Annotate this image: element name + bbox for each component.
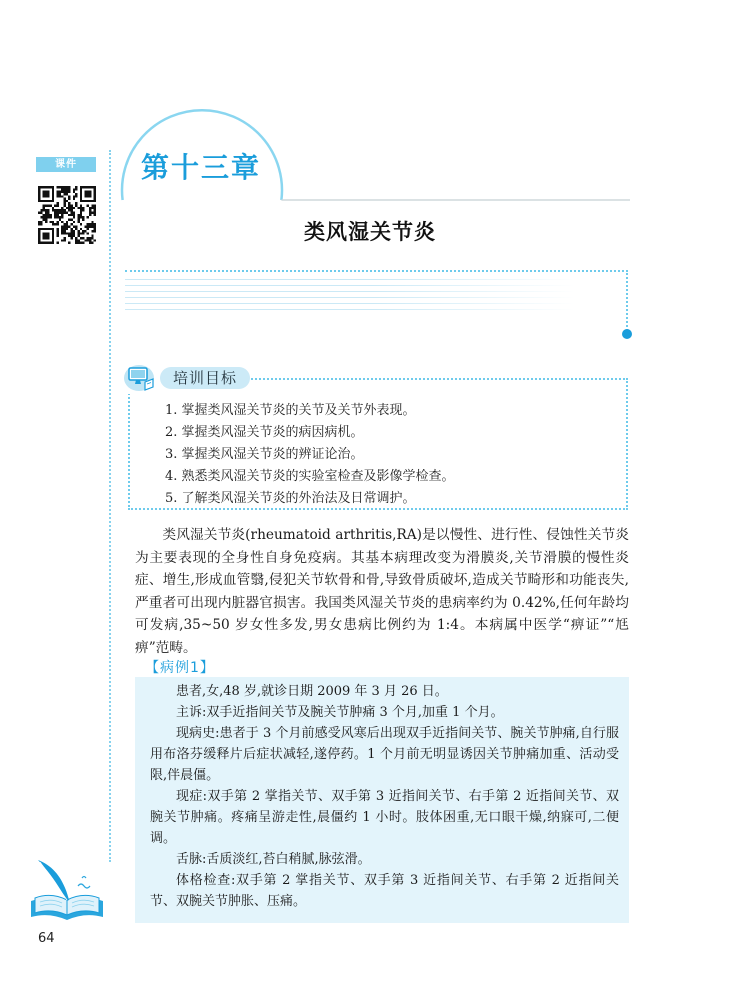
- case-paragraph: 患者,女,48 岁,就诊日期 2009 年 3 月 26 日。: [176, 684, 448, 699]
- objective-item: 2. 掌握类风湿关节炎的病因病机。: [165, 425, 364, 440]
- decorative-frame: [125, 270, 628, 334]
- objective-item: 5. 了解类风湿关节炎的外治法及日常调护。: [165, 491, 416, 506]
- objectives-heading: 培训目标: [160, 367, 250, 389]
- decorative-dot: [622, 329, 632, 339]
- case-paragraph: 舌脉:舌质淡红,苔白稍腻,脉弦滑。: [176, 852, 371, 867]
- objective-item: 3. 掌握类风湿关节炎的辨证论治。: [165, 447, 364, 462]
- case-paragraph: 主诉:双手近指间关节及腕关节肿痛 3 个月,加重 1 个月。: [176, 705, 504, 720]
- objective-item: 4. 熟悉类风湿关节炎的实验室检查及影像学检查。: [165, 469, 455, 484]
- case-paragraph: 现病史:患者于 3 个月前感受风寒后出现双手近指间关节、腕关节肿痛,自行服用布洛芬缓释片后症状减轻,遂停药。1 个月前无明显诱因关节肿痛加重、活动受限,伴晨僵。: [150, 726, 619, 783]
- chapter-number: 第十三章: [141, 151, 262, 184]
- objective-item: 1. 掌握类风湿关节炎的关节及关节外表现。: [165, 403, 416, 418]
- monitor-icon: [121, 360, 161, 394]
- book-quill-icon: [26, 856, 108, 924]
- case-label: 【病例1】: [145, 660, 215, 676]
- intro-paragraph: 类风湿关节炎(rheumatoid arthritis,RA)是以慢性、进行性、侵蚀性关节炎为主要表现的全身性自身免疫病。其基本病理改变为滑膜炎,关节滑膜的慢性炎症、增生,形成血管翳,侵犯关节软骨和骨,导致骨质破坏,造成关节畸形和功能丧失,严重者可出现内脏器官损害。我国类风湿关节炎的患病率约为 0.42%,任何年龄均可发病,35~50 岁女性多发,男女患病比例约为 1:4。本病属中医学“痹证”“尪痹”范畴。: [135, 527, 629, 656]
- page-number: 64: [38, 931, 55, 946]
- courseware-label: 课件: [36, 157, 96, 172]
- objectives-list: [165, 400, 455, 510]
- case-box: [135, 677, 629, 923]
- main-text-column: [135, 524, 629, 923]
- chapter-title: 类风湿关节炎: [304, 220, 436, 244]
- case-paragraph: 现症:双手第 2 掌指关节、双手第 3 近指间关节、右手第 2 近指间关节、双腕关节肿痛。疼痛呈游走性,晨僵约 1 小时。肢体困重,无口眼干燥,纳寐可,二便调。: [150, 789, 619, 846]
- case-paragraph: 体格检查:双手第 2 掌指关节、双手第 3 近指间关节、右手第 2 近指间关节、双腕关节肿胀、压痛。: [150, 873, 619, 909]
